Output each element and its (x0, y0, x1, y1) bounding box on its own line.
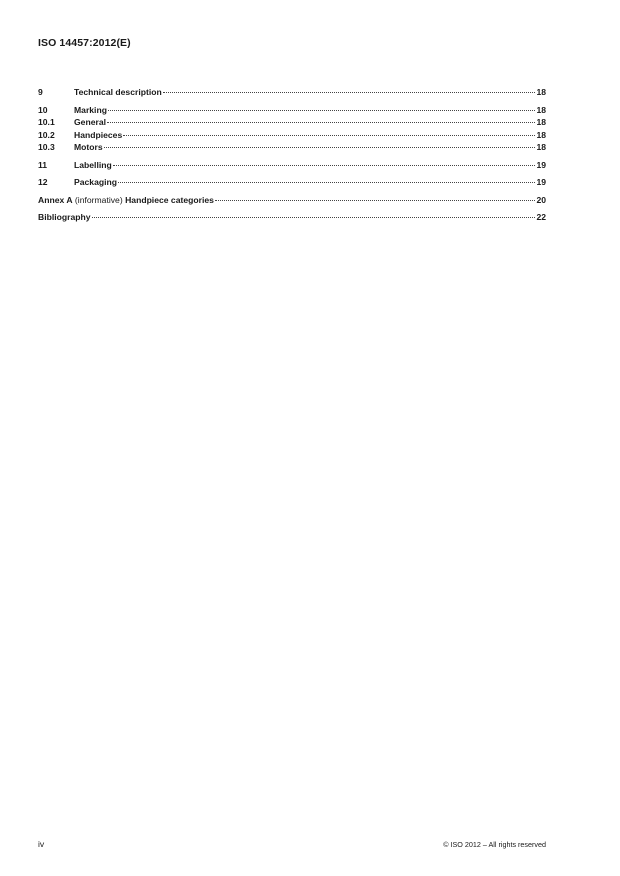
table-of-contents (38, 86, 546, 224)
toc-entry[interactable] (38, 176, 546, 189)
dot-leader (123, 135, 535, 136)
dot-leader (163, 92, 536, 93)
dot-leader (215, 200, 536, 201)
toc-entry[interactable] (38, 129, 546, 142)
toc-entry-number: 10.1 (38, 117, 55, 127)
toc-entry-page: 18 (536, 142, 546, 152)
toc-entry-number: 9 (38, 87, 43, 97)
toc-entry-title: General (74, 117, 107, 127)
toc-entry-page: 19 (536, 177, 546, 187)
toc-entry-page: 18 (536, 117, 546, 127)
toc-entry-number: 10.3 (38, 142, 55, 152)
toc-entry-title: Packaging (74, 177, 117, 187)
toc-entry-page: 18 (536, 87, 546, 97)
toc-entry-subtitle: Handpiece categories (125, 194, 214, 205)
dot-leader (107, 122, 535, 123)
toc-entry[interactable] (38, 159, 546, 172)
toc-entry-title: Technical description (74, 87, 162, 97)
toc-entry-page: 20 (536, 194, 546, 205)
toc-entry-title: Labelling (74, 159, 112, 170)
toc-entry-number: 10.2 (38, 129, 55, 140)
dot-leader (118, 182, 535, 183)
toc-entry-number: 12 (38, 177, 48, 187)
toc-entry-annex-a[interactable] (38, 194, 546, 207)
toc-entry[interactable] (38, 86, 546, 99)
copyright-notice: © ISO 2012 – All rights reserved (443, 840, 546, 849)
toc-entry-page: 18 (536, 104, 546, 115)
toc-entry-title: Bibliography (38, 212, 91, 222)
toc-entry-title: Marking (74, 104, 107, 115)
toc-entry-note: (informative) (72, 194, 126, 205)
page-number: iv (38, 839, 45, 849)
toc-entry[interactable] (38, 104, 546, 117)
toc-entry-number: 11 (38, 159, 48, 170)
dot-leader (108, 110, 535, 111)
toc-entry-bibliography[interactable] (38, 211, 546, 224)
toc-entry-page: 22 (536, 212, 546, 222)
toc-entry-title: Handpieces (74, 129, 123, 140)
toc-entry[interactable] (38, 116, 546, 129)
toc-entry-title: Annex A (38, 194, 73, 205)
toc-entry-title: Motors (74, 142, 103, 152)
toc-entry-page: 18 (536, 129, 546, 140)
dot-leader (92, 217, 536, 218)
toc-entry-page: 19 (536, 159, 546, 170)
toc-entry-number: 10 (38, 104, 48, 115)
document-id-header: ISO 14457:2012(E) (38, 37, 131, 49)
dot-leader (113, 165, 536, 166)
dot-leader (104, 147, 536, 148)
toc-entry[interactable] (38, 141, 546, 154)
